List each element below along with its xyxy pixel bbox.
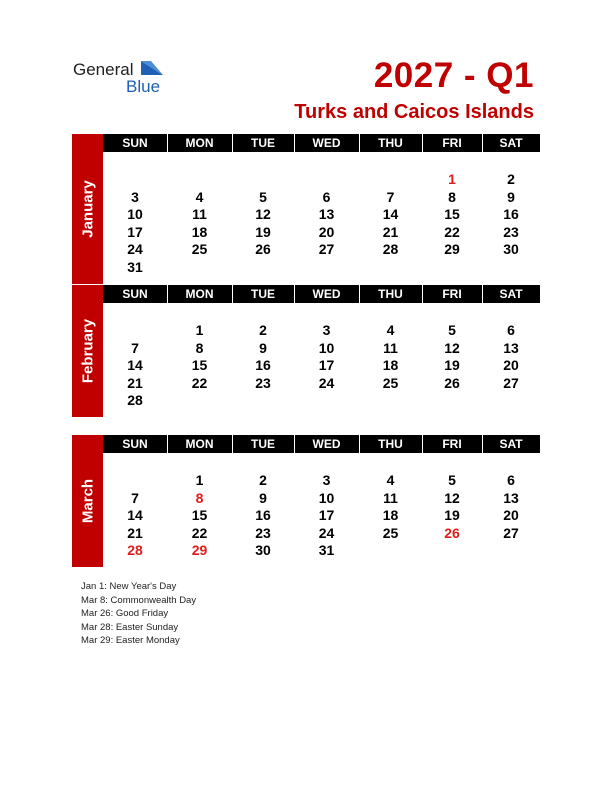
weekday-header-fri: FRI: [442, 287, 462, 301]
date-cell: 15: [444, 206, 460, 223]
weekday-header-wed: WED: [312, 437, 341, 451]
month-name: March: [79, 478, 96, 524]
date-cell: 12: [444, 489, 460, 506]
brand-triangle-icon: [141, 61, 163, 75]
date-cell: 26: [444, 524, 460, 541]
weekday-header-tue: TUE: [251, 287, 275, 301]
date-cell: 14: [382, 206, 399, 223]
weekday-header-tue: TUE: [251, 437, 275, 451]
date-cell: 14: [127, 357, 143, 374]
date-cell: 18: [382, 507, 399, 524]
header-divider: [294, 134, 295, 152]
holiday-entry: Jan 1: New Year's Day: [81, 581, 177, 592]
date-cell: 6: [507, 322, 515, 338]
date-cell: 11: [383, 339, 398, 356]
weekday-header-sun: SUN: [122, 287, 148, 301]
header-divider: [422, 435, 423, 453]
date-cell: 2: [259, 472, 267, 488]
date-cell: 5: [448, 322, 456, 338]
date-cell: 26: [444, 374, 460, 391]
weekday-header-sun: SUN: [122, 437, 148, 451]
weekday-header-thu: THU: [378, 136, 403, 150]
date-cell: 16: [503, 206, 519, 223]
date-cell: 22: [191, 524, 208, 541]
weekday-header-tue: TUE: [251, 136, 275, 150]
date-cell: 27: [318, 241, 335, 258]
header-divider: [167, 285, 168, 303]
date-cell: 11: [383, 489, 398, 506]
date-cell: 10: [318, 339, 335, 356]
date-cell: 4: [386, 472, 395, 488]
date-cell: 31: [318, 542, 335, 559]
date-cell: 12: [444, 339, 460, 356]
weekday-header-row: [103, 285, 540, 303]
month-block-february: [72, 285, 540, 420]
date-cell: 28: [127, 392, 143, 409]
date-cell: 1: [448, 171, 456, 187]
weekday-header-fri: FRI: [442, 136, 462, 150]
month-label-tab: [72, 435, 103, 567]
date-cell: 4: [386, 322, 395, 338]
header-divider: [167, 435, 168, 453]
date-cell: 2: [507, 171, 515, 187]
date-cell: 9: [507, 188, 515, 205]
holiday-list: [81, 580, 196, 648]
month-name: January: [79, 180, 96, 238]
date-cell: 4: [195, 188, 204, 205]
date-cell: 25: [191, 241, 208, 258]
date-cell: 30: [255, 542, 271, 559]
date-cell: 1: [195, 322, 204, 338]
weekday-header-thu: THU: [378, 437, 403, 451]
date-cell: 6: [507, 472, 515, 488]
date-cell: 17: [318, 357, 335, 374]
date-cell: 24: [127, 241, 143, 258]
date-cell: 29: [444, 241, 460, 258]
date-cell: 16: [255, 507, 271, 524]
date-cell: 30: [503, 241, 519, 258]
date-cell: 26: [255, 241, 271, 258]
date-cell: 3: [131, 188, 139, 205]
header-divider: [294, 285, 295, 303]
date-cell: 20: [503, 357, 519, 374]
header-divider: [232, 285, 233, 303]
date-cell: 21: [127, 374, 143, 391]
holiday-entry: Mar 26: Good Friday: [81, 608, 169, 619]
date-cell: 8: [195, 339, 204, 356]
month-block-march: [72, 435, 540, 570]
page-title: 2027 - Q1: [373, 56, 534, 95]
date-cell: 21: [382, 223, 399, 240]
weekday-header-mon: MON: [185, 437, 214, 451]
date-cell: 1: [195, 472, 204, 488]
weekday-header-wed: WED: [312, 136, 341, 150]
weekday-header-sat: SAT: [499, 437, 523, 451]
date-cell: 12: [255, 206, 271, 223]
header-divider: [232, 134, 233, 152]
date-cell: 13: [503, 489, 519, 506]
date-cell: 21: [127, 524, 143, 541]
date-cell: 5: [259, 188, 267, 205]
date-cell: 19: [444, 507, 460, 524]
date-cell: 19: [255, 223, 271, 240]
header-divider: [359, 285, 360, 303]
date-cell: 31: [127, 259, 143, 275]
date-cell: 15: [191, 357, 208, 374]
date-cell: 13: [318, 206, 335, 223]
month-label-tab: [72, 285, 103, 417]
date-cell: 17: [127, 223, 143, 240]
weekday-header-thu: THU: [378, 287, 403, 301]
date-cell: 20: [318, 223, 335, 240]
date-cell: 13: [503, 339, 519, 356]
header-divider: [482, 134, 483, 152]
weekday-header-sat: SAT: [499, 136, 523, 150]
date-cell: 18: [191, 223, 208, 240]
date-cell: 14: [127, 507, 143, 524]
date-cell: 5: [448, 472, 456, 488]
date-cell: 15: [191, 507, 208, 524]
header-divider: [294, 435, 295, 453]
weekday-header-mon: MON: [185, 287, 214, 301]
month-name: February: [79, 318, 96, 384]
date-cell: 9: [259, 339, 267, 356]
brand-name-blue: Blue: [126, 77, 161, 96]
header-divider: [422, 134, 423, 152]
brand-logo: [73, 60, 183, 100]
month-label-tab: [72, 134, 103, 284]
holiday-entry: Mar 28: Easter Sunday: [81, 621, 179, 633]
weekday-header-mon: MON: [185, 136, 214, 150]
date-cell: 7: [131, 489, 139, 506]
header-divider: [359, 435, 360, 453]
date-cell: 2: [259, 322, 267, 338]
date-cell: 29: [191, 542, 208, 559]
weekday-header-sun: SUN: [122, 136, 148, 150]
date-cell: 8: [195, 489, 204, 506]
holiday-entry: Mar 29: Easter Monday: [81, 635, 180, 646]
weekday-header-row: [103, 435, 540, 453]
date-cell: 22: [191, 374, 208, 391]
date-cell: 7: [131, 339, 139, 356]
weekday-header-sat: SAT: [499, 287, 523, 301]
date-cell: 28: [382, 241, 399, 258]
header-divider: [359, 134, 360, 152]
date-cell: 18: [382, 357, 399, 374]
date-cell: 9: [259, 489, 267, 506]
header-divider: [482, 285, 483, 303]
page-subtitle: Turks and Caicos Islands: [294, 101, 534, 123]
date-cell: 22: [444, 223, 460, 240]
date-cell: 17: [318, 507, 335, 524]
header-divider: [167, 134, 168, 152]
date-cell: 27: [503, 374, 519, 391]
date-cell: 10: [127, 206, 143, 223]
date-cell: 23: [255, 524, 271, 541]
date-cell: 3: [322, 322, 331, 338]
weekday-header-row: [103, 134, 540, 152]
date-cell: 16: [255, 357, 271, 374]
date-cell: 24: [318, 524, 335, 541]
date-cell: 23: [255, 374, 271, 391]
date-cell: 11: [192, 206, 207, 223]
date-cell: 3: [322, 472, 331, 488]
date-cell: 7: [386, 188, 395, 205]
weekday-header-fri: FRI: [442, 437, 462, 451]
date-cell: 24: [318, 374, 335, 391]
holiday-entry: Mar 8: Commonwealth Day: [81, 594, 197, 606]
date-cell: 25: [382, 524, 399, 541]
date-cell: 8: [448, 188, 456, 205]
weekday-header-wed: WED: [312, 287, 341, 301]
header-divider: [422, 285, 423, 303]
date-cell: 20: [503, 507, 519, 524]
date-cell: 25: [382, 374, 399, 391]
brand-name-general: General: [73, 60, 134, 79]
date-cell: 19: [444, 357, 460, 374]
date-cell: 6: [322, 188, 331, 205]
date-cell: 23: [503, 223, 519, 240]
date-cell: 28: [127, 542, 143, 559]
header-divider: [482, 435, 483, 453]
date-cell: 10: [318, 489, 335, 506]
date-cell: 27: [503, 524, 519, 541]
month-block-january: [72, 134, 540, 287]
header-divider: [232, 435, 233, 453]
